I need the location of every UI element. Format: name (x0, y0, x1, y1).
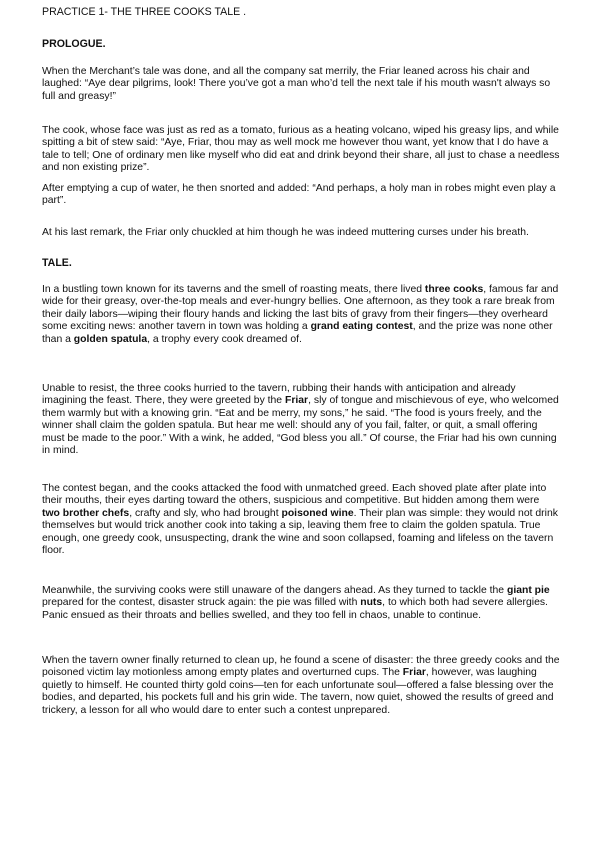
text-run: The contest began, and the cooks attacked the food with unmatched greed. Each shoved plate after plate into their mouths, their eyes darting toward the others, suspicious and competitive. But hidden among them were (42, 483, 547, 507)
bold-phrase: poisoned wine (281, 507, 354, 519)
bold-phrase: Friar (284, 395, 309, 407)
bold-phrase: grand eating contest (310, 321, 413, 333)
prologue-paragraph-2: The cook, whose face was just as red as a tomato, furious as a heating volcano, wiped his greasy lips, and while spitting a bit of stew said: “Aye, Friar, thou may as well mock me however thou want, yet know that I do have a tale to tell; One of ordinary men like myself who did eat and drink beyond their share, all just to chase a needless and non existing prize”. (42, 125, 560, 174)
tale-heading: TALE. (42, 257, 72, 269)
text-run: , sly of tongue and mischievous of eye, who welcomed them warmly but with a knowing grin. “Eat and be merry, my sons,” he said. “The food is yours freely, and the winner shall claim the golden spatula. But hear me well: should any of you fail, falter, or quit, a small offering must be made to the poor.” With a wink, he added, “God bless you all.” Of course, the Friar had his own cunning in mind. (42, 395, 559, 457)
text-run: Meanwhile, the surviving cooks were still unaware of the dangers ahead. As they turned to tackle the (42, 585, 507, 596)
prologue-paragraph-4: At his last remark, the Friar only chuckled at him though he was indeed muttering curses under his breath. (42, 227, 529, 238)
text-run: In a bustling town known for its taverns and the smell of roasting meats, there lived (42, 284, 425, 295)
bold-phrase: two brother chefs (42, 507, 130, 519)
prologue-heading: PROLOGUE. (42, 38, 106, 50)
text-run: , famous far and wide for their greasy, over-the-top meals and ever-hungry bellies. One afternoon, as they took a rare break from their daily labors—wiping their floury hands and licking the last bits of gravy from their fingers—they overheard some exciting news: another tavern in town was holding a (42, 284, 559, 333)
text-run: , however, was laughing quietly to himself. He counted thirty gold coins—ten for each unfortunate soul—offered a false blessing over the bodies, and departed, his pockets full and his grin wide. The tavern, now quiet, showed the results of greed and trickery, a lesson for all who would dare to enter such a contest unprepared. (42, 667, 554, 716)
text-run: , and the prize was none other than a (42, 321, 553, 345)
text-run: Unable to resist, the three cooks hurried to the tavern, rubbing their hands with anticipation and already imagining the feast. There, they were greeted by the (42, 383, 516, 407)
prologue-paragraph-1: When the Merchant’s tale was done, and all the company sat merrily, the Friar leaned across his chair and laughed: “Aye dear pilgrims, look! There you’ve got a man who’d tell the next tale if his mouth wasn't always so full and greasy!” (42, 66, 551, 102)
tale-paragraph-5 (42, 655, 560, 717)
prologue-paragraph-3: After emptying a cup of water, he then snorted and added: “And perhaps, a holy man in robes might even play a part”. (42, 183, 556, 207)
text-run: When the tavern owner finally returned to clean up, he found a scene of disaster: the three greedy cooks and the poisoned victim lay motionless among empty plates and overturned cups. The (42, 655, 560, 679)
tale-paragraph-4 (42, 585, 560, 622)
tale-paragraph-3 (42, 483, 560, 557)
bold-phrase: giant pie (506, 585, 550, 596)
bold-phrase: three cooks (424, 284, 484, 295)
text-run: , crafty and sly, who had brought (129, 507, 282, 519)
bold-phrase: nuts (360, 597, 383, 609)
bold-phrase: golden spatula (73, 333, 148, 345)
bold-phrase: Friar (402, 667, 426, 679)
text-run: , a trophy every cook dreamed of. (147, 333, 302, 345)
text-run: , to which both had severe allergies. Panic ensued as their throats and bellies swelled, and they too fell in chaos, unable to continue. (42, 597, 548, 621)
tale-paragraph-2 (42, 383, 560, 457)
text-run: prepared for the contest, disaster struck again: the pie was filled with (42, 597, 361, 609)
document-title: PRACTICE 1- THE THREE COOKS TALE . (42, 6, 247, 18)
tale-paragraph-1 (42, 284, 560, 346)
text-run: . Their plan was simple: they would not drink themselves but would trick another cook into taking a sip, leaving them free to claim the golden spatula. True enough, one greedy cook, unsuspecting, drank the wine and soon collapsed, foaming and lifeless on the tavern floor. (42, 507, 558, 557)
